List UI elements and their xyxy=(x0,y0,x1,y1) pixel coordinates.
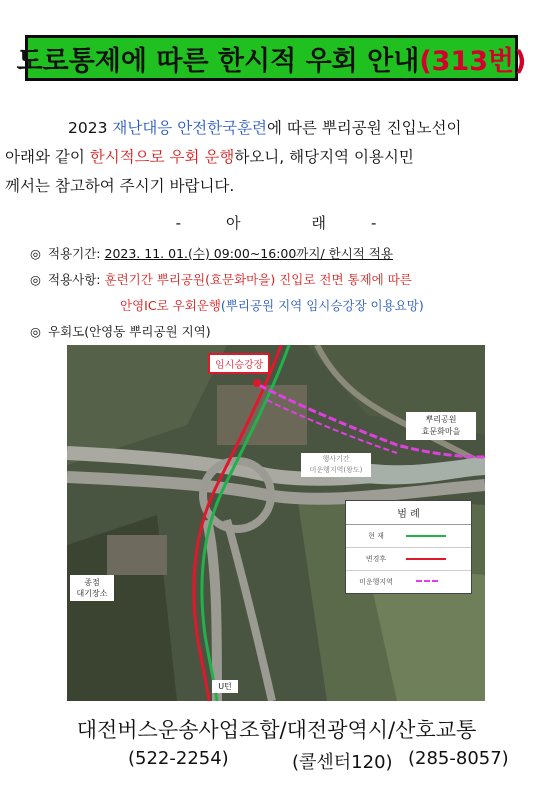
matter-line2 xyxy=(120,296,424,314)
park-label xyxy=(406,412,476,440)
period-item xyxy=(30,244,393,262)
matter-label: 적용사항: xyxy=(48,272,105,287)
temp-stop-label: 임시승강장 xyxy=(208,353,270,374)
intro-detour: 한시적으로 우회 운행 xyxy=(89,148,235,166)
legend-nonservice-swatch xyxy=(416,580,438,584)
legend-row-changed xyxy=(346,548,471,571)
legend-title: 범 례 xyxy=(346,501,471,525)
event-period: 행사기간 xyxy=(322,455,350,463)
legend-current-label: 현 재 xyxy=(368,532,384,540)
period-value: 2023. 11. 01.(수) 09:00~16:00까지/ 한시적 적용 xyxy=(104,246,393,261)
legend-nonservice-label: 미운행지역 xyxy=(359,578,393,586)
below-rae: 래 xyxy=(311,214,327,232)
legend-row-current xyxy=(346,525,471,548)
terminal-wait: 대기장소 xyxy=(76,589,108,598)
below-dash-left: - xyxy=(175,214,182,232)
detour-item xyxy=(30,322,211,340)
intro-event: 재난대응 안전한국훈련 xyxy=(112,119,268,137)
title-banner xyxy=(16,35,527,81)
intro-line1-rest: 에 따른 뿌리공원 진입노선이 xyxy=(267,119,462,137)
matter-ic: 안영IC로 우회운행 xyxy=(120,298,221,313)
map-legend xyxy=(345,500,472,594)
intro-text xyxy=(5,114,530,201)
event-label xyxy=(301,453,371,477)
matter-line1: 훈련기간 뿌리공원(효문화마을) 진입로 전면 통제에 따른 xyxy=(104,272,412,287)
period-label: 적용기간: xyxy=(48,246,105,261)
footer-phone-union: (522-2254) xyxy=(128,748,229,769)
park-village: 효문화마을 xyxy=(421,427,461,436)
legend-changed-swatch xyxy=(406,558,446,560)
detour-mark: ◎ xyxy=(30,324,41,339)
detour-map xyxy=(67,345,485,701)
intro-year: 2023 xyxy=(68,119,113,137)
title-main: 도로통제에 따른 한시적 우회 안내 xyxy=(16,45,420,77)
intro-line3: 께서는 참고하여 주시기 바랍니다. xyxy=(5,177,235,195)
intro-line2-start: 아래와 같이 xyxy=(5,148,90,166)
period-mark: ◎ xyxy=(30,246,41,261)
uturn-label: U턴 xyxy=(212,680,238,693)
legend-current-swatch xyxy=(406,535,446,537)
footer-phone-city: (콜센터120) xyxy=(292,752,393,773)
below-a: 아 xyxy=(226,214,242,232)
intro-line2-rest: 하오니, 해당지역 이용시민 xyxy=(234,148,414,166)
footer-phone-company: (285-8057) xyxy=(408,748,509,769)
title-route: (313번) xyxy=(419,45,527,77)
matter-mark: ◎ xyxy=(30,272,41,287)
terminal-end: 종점 xyxy=(84,578,100,587)
below-heading xyxy=(0,212,553,233)
below-dash-right: - xyxy=(371,214,378,232)
event-area: 미운행지역(왕도) xyxy=(309,466,363,474)
detour-label: 우회도(안영동 뿌리공원 지역) xyxy=(48,324,211,339)
footer-orgs: 대전버스운송사업조합/대전광역시/산호교통 xyxy=(76,718,477,742)
legend-changed-label: 변경후 xyxy=(365,555,387,563)
matter-item xyxy=(30,270,412,288)
legend-row-nonservice xyxy=(346,571,471,593)
matter-note: (뿌리공원 지역 임시승강장 이용요망) xyxy=(220,298,424,313)
terminal-label xyxy=(70,575,114,601)
park-name: 뿌리공원 xyxy=(425,415,457,424)
